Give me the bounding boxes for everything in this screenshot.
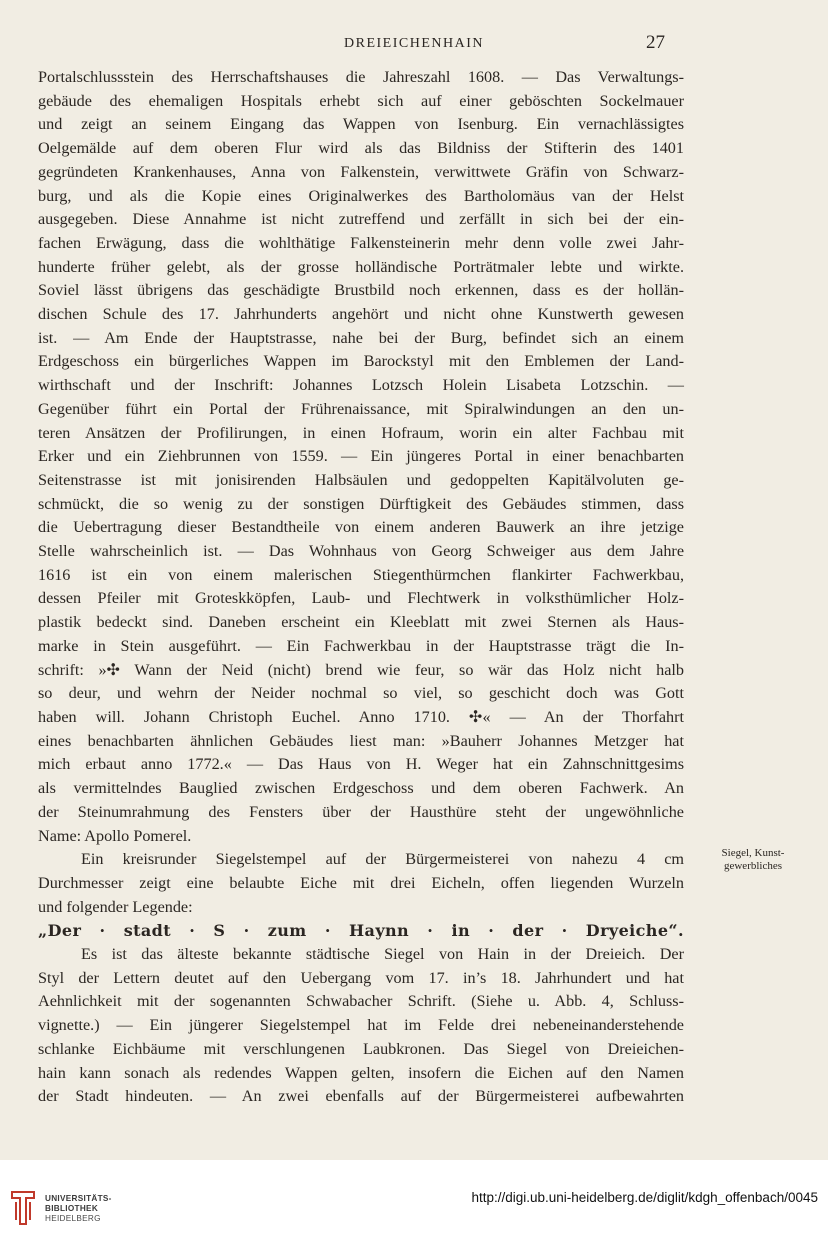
text-line: als vermittelndes Bauglied zwischen Erdgeschoss und dem oberen Fachwerk. An: [38, 779, 684, 798]
text-line: haben will. Johann Christoph Euchel. Anno 1710. ✣« — An der Thorfahrt: [38, 707, 684, 726]
text-line: Erdgeschoss ein bürgerliches Wappen im Barockstyl mit den Emblemen der Land-: [38, 352, 684, 371]
marginal-note: [694, 847, 812, 873]
body-text: [38, 66, 684, 1109]
text-line: plastik bedeckt sind. Daneben erscheint ein Kleeblatt mit zwei Sternen als Haus-: [38, 613, 684, 632]
text-line: ausgegeben. Diese Annahme ist nicht zutreffend und zerfällt in sich bei der ein-: [38, 210, 684, 229]
text-line: burg, und als die Kopie eines Originalwerkes des Bartholomäus van der Helst: [38, 186, 684, 205]
text-line: marke in Stein ausgeführt. — Ein Fachwerkbau in der Hauptstrasse trägt die In-: [38, 636, 684, 655]
library-name-line: BIBLIOTHEK: [45, 1204, 99, 1213]
text-line: Ein kreisrunder Siegelstempel auf der Bürgermeisterei von nahezu 4 cm: [81, 850, 684, 869]
text-line: gebäude des ehemaligen Hospitals erhebt sich auf einer geböschten Sockelmauer: [38, 91, 684, 110]
text-line: die Uebertragung dieser Bestandtheile von einem anderen Bauwerk an ihre jetzige: [38, 518, 684, 537]
marginal-note-line: gewerbliches: [723, 860, 783, 872]
text-line: der Steinumrahmung des Fensters über der Hausthüre steht der ungewöhnliche: [38, 802, 684, 821]
text-line: Seitenstrasse ist mit jonisirenden Halbsäulen und gedoppelten Kapitälvoluten ge-: [38, 470, 684, 489]
text-line: teren Ansätzen der Profilirungen, in einen Hofraum, worin ein alter Fachbau mit: [38, 423, 684, 442]
paragraph-2: [38, 848, 684, 919]
text-line: dessen Pfeiler mit Groteskköpfen, Laub- und Flechtwerk in volksthümlicher Holz-: [38, 589, 684, 608]
library-name: [45, 1194, 112, 1224]
library-name-line: HEIDELBERG: [45, 1214, 101, 1223]
running-title: DREIEICHENHAIN: [344, 36, 484, 51]
text-line: schmückt, die so wenig zu der sonstigen Dürftigkeit des Gebäudes stimmen, dass: [38, 494, 684, 513]
text-line: gegründeten Krankenhauses, Anna von Falkenstein, verwittwete Gräfin von Schwarz-: [38, 162, 684, 181]
text-line: wirthschaft und der Inschrift: Johannes Lotzsch Holein Lisabeta Lotzschin. —: [38, 376, 684, 395]
text-line: Name: Apollo Pomerel.: [38, 826, 192, 845]
text-line: vignette.) — Ein jüngerer Siegelstempel hat im Felde drei nebeneinanderstehende: [38, 1016, 684, 1035]
text-line: hunderte früher gelebt, als der grosse holländische Porträtmaler lebte und wirkte.: [38, 257, 684, 276]
text-line: Erker und ein Ziehbrunnen von 1559. — Ein jüngeres Portal in einer benachbarten: [38, 447, 684, 466]
text-line: schrift: »✣ Wann der Neid (nicht) brend wie feur, so wär das Holz nicht halb: [38, 660, 684, 679]
text-line: Stelle wahrscheinlich ist. — Das Wohnhaus von Georg Schweiger aus dem Jahre: [38, 542, 684, 561]
library-name-line: UNIVERSITÄTS-: [45, 1194, 112, 1203]
text-line: fachen Erwägung, dass die wohlthätige Falkensteinerin mehr denn volle zwei Jahr-: [38, 233, 684, 252]
text-line: Oelgemälde auf dem oberen Flur wird als das Bildniss der Stifterin des 1401: [38, 139, 684, 158]
library-logo-icon: [8, 1190, 38, 1226]
text-line: 1616 ist ein von einem malerischen Stiegenthürmchen flankirter Fachwerkbau,: [38, 565, 684, 584]
text-line: Durchmesser zeigt eine belaubte Eiche mit drei Eicheln, offen liegenden Wurzeln: [38, 873, 684, 892]
text-line: Portalschlussstein des Herrschaftshauses die Jahreszahl 1608. — Das Verwaltungs-: [38, 68, 684, 86]
text-line: eines benachbarten ähnlichen Gebäudes liest man: »Bauherr Johannes Metzger hat: [38, 731, 684, 750]
page-number: 27: [646, 32, 665, 53]
seal-legend: „Der · stadt · S · zum · Haynn · in · der · Dryeiche“.: [38, 921, 684, 941]
text-line: dischen Schule des 17. Jahrhunderts angehört und nicht ohne Kunstwerth gewesen: [38, 305, 684, 324]
text-line: Gegenüber führt ein Portal der Frührenaissance, mit Spiralwindungen an den un-: [38, 399, 684, 418]
marginal-note-line: Siegel, Kunst-: [721, 847, 785, 859]
text-line: und zeigt an seinem Eingang das Wappen von Isenburg. Ein vernachlässigtes: [38, 115, 684, 134]
text-line: mich erbaut anno 1772.« — Das Haus von H. Weger hat ein Zahnschnittgesims: [38, 755, 684, 774]
text-line: Aehnlichkeit mit der sogenannten Schwabacher Schrift. (Siehe u. Abb. 4, Schluss-: [38, 992, 684, 1011]
text-line: Styl der Lettern deutet auf den Uebergang vom 17. in’s 18. Jahrhundert und hat: [38, 968, 684, 987]
text-line: schlanke Eichbäume mit verschlungenen Laubkronen. Das Siegel von Dreieichen-: [38, 1039, 684, 1058]
text-line: Soviel lässt übrigens das geschädigte Brustbild noch erkennen, dass es der hollän-: [38, 281, 684, 300]
paragraph-3: [38, 943, 684, 1109]
text-line: ist. — Am Ende der Hauptstrasse, nahe bei der Burg, befindet sich an einem: [38, 328, 684, 347]
text-line: und folgender Legende:: [38, 897, 193, 916]
text-line: so deur, und wehrn der Neider nochmal so viel, so geschicht doch was Gott: [38, 684, 684, 703]
paragraph-1: [38, 66, 684, 848]
text-line: Es ist das älteste bekannte städtische Siegel von Hain in der Dreieich. Der: [81, 945, 684, 964]
text-line: der Stadt hindeuten. — An zwei ebenfalls auf der Bürgermeisterei aufbewahrten: [38, 1087, 684, 1106]
source-url-link[interactable]: http://digi.ub.uni-heidelberg.de/diglit/kdgh_offenbach/0045: [471, 1190, 818, 1205]
text-line: hain kann sonach als redendes Wappen gelten, insofern die Eichen auf den Namen: [38, 1063, 684, 1082]
